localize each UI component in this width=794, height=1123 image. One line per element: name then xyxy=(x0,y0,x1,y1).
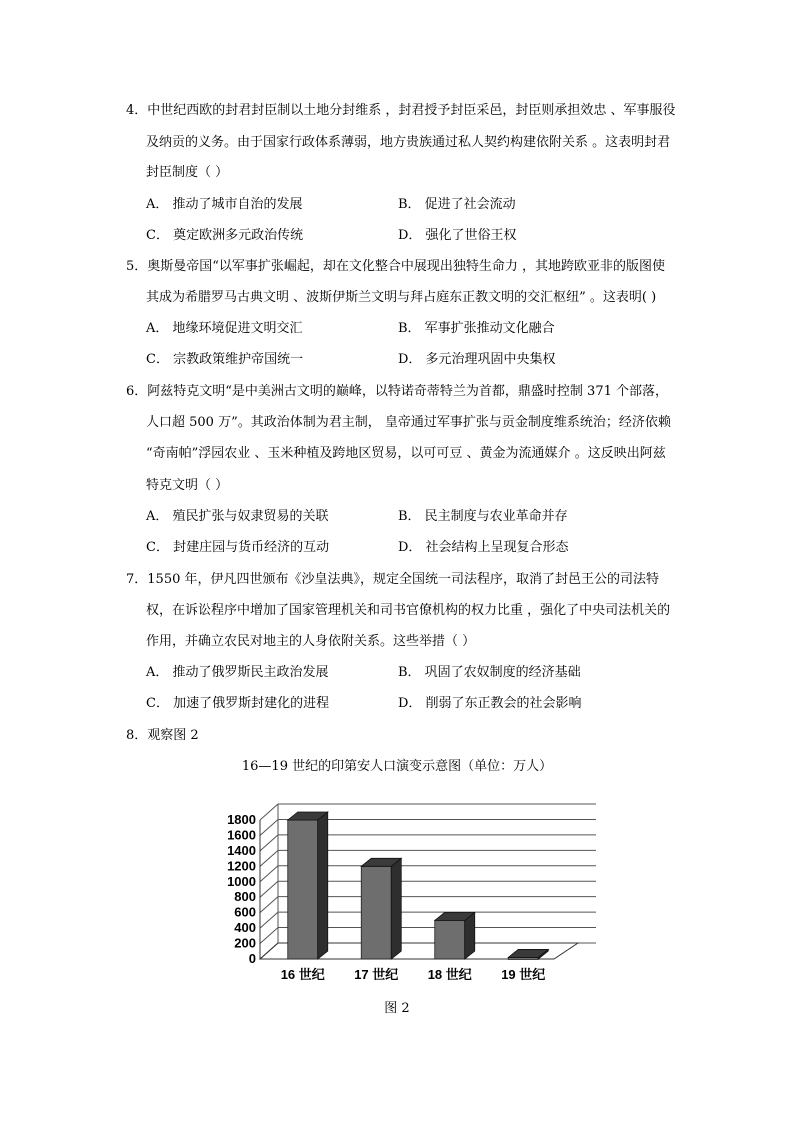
q6-option-d[interactable]: D． 社会结构上呈现复合形态 xyxy=(398,540,569,555)
q5-option-c[interactable]: C． 宗教政策维护帝国统一 xyxy=(146,352,304,367)
grid-diagonal xyxy=(260,866,278,882)
y-tick-label: 0 xyxy=(248,951,256,966)
grid-diagonal xyxy=(260,881,278,897)
y-tick-label: 200 xyxy=(234,935,256,951)
q4-option-c[interactable]: C． 奠定欧洲多元政治传统 xyxy=(146,228,304,243)
y-tick-label: 1600 xyxy=(227,827,256,843)
q6-option-c[interactable]: C． 封建庄园与货币经济的互动 xyxy=(146,540,330,555)
q5-option-b[interactable]: B． 军事扩张推动文化融合 xyxy=(398,321,555,336)
grid-diagonal xyxy=(260,850,278,866)
bar xyxy=(435,920,465,959)
q4-option-b[interactable]: B． 促进了社会流动 xyxy=(398,197,516,212)
q6-line-4: 特克文明（ ） xyxy=(146,478,229,493)
x-tick-label: 17 世纪 xyxy=(354,967,399,982)
q6-option-a[interactable]: A． 殖民扩张与奴隶贸易的关联 xyxy=(146,509,329,524)
q6-line-3: “奇南帕”浮园农业 、玉米种植及跨地区贸易，以可可豆 、黄金为流通媒介 。这反映出阿兹 xyxy=(146,446,666,461)
chart-bars xyxy=(288,812,549,959)
q5-line-1: 5．奥斯曼帝国“以军事扩张崛起，却在文化整合中展现出独特生命力 ，其地跨欧亚非的版图使 xyxy=(126,259,666,274)
q7-option-d[interactable]: D． 削弱了东正教会的社会影响 xyxy=(398,696,582,711)
y-tick-label: 400 xyxy=(234,920,256,936)
q6-line-2: 人口超 500 万”。其政治体制为君主制， 皇帝通过军事扩张与贡金制度维系统治；经济依赖 xyxy=(146,415,671,430)
q6-option-b[interactable]: B． 民主制度与农业革命并存 xyxy=(398,509,568,524)
q7-line-2: 权，在诉讼程序中增加了国家管理机关和司书官僚机构的权力比重 ，强化了中央司法机关的 xyxy=(146,603,671,618)
q7-line-1: 7．1550 年，伊凡四世颁布《沙皇法典》，规定全国统一司法程序，取消了封邑王公的司法特 xyxy=(126,572,659,587)
population-bar-chart xyxy=(0,780,794,1000)
q4-line-3: 封臣制度（ ） xyxy=(146,165,229,180)
q7-option-c[interactable]: C． 加速了俄罗斯封建化的进程 xyxy=(146,696,330,711)
q7-option-b[interactable]: B． 巩固了农奴制度的经济基础 xyxy=(398,665,581,680)
x-tick-label: 18 世纪 xyxy=(427,967,472,982)
q5-line-2: 其成为希腊罗马古典文明 、波斯伊斯兰文明与拜占庭东正教文明的交汇枢纽” 。这表明( ) xyxy=(146,290,657,305)
bar xyxy=(288,820,318,959)
grid-diagonal xyxy=(260,928,278,944)
y-tick-label: 1400 xyxy=(227,842,256,858)
q4-line-1: 4．中世纪西欧的封君封臣制以土地分封维系 ，封君授予封臣采邑，封臣则承担效忠 、军事服役 xyxy=(126,103,676,118)
q4-option-a[interactable]: A． 推动了城市自治的发展 xyxy=(146,197,303,212)
q4-option-d[interactable]: D． 强化了世俗王权 xyxy=(398,228,517,243)
q5-option-d[interactable]: D． 多元治理巩固中央集权 xyxy=(398,352,556,367)
q6-line-1: 6．阿兹特克文明“是中美洲古文明的巅峰，以特诺奇蒂特兰为首都，鼎盛时控制 371 个部落， xyxy=(126,384,668,399)
q7-option-a[interactable]: A． 推动了俄罗斯民主政治发展 xyxy=(146,665,329,680)
grid-diagonal xyxy=(260,897,278,913)
q8-stem: 8．观察图 2 xyxy=(126,728,199,743)
y-tick-label: 1200 xyxy=(227,858,256,874)
chart-title: 16—19 世纪的印第安人口演变示意图（单位：万人） xyxy=(241,759,553,774)
q7-line-3: 作用，并确立农民对地主的人身依附关系。这些举措（ ） xyxy=(146,634,476,649)
y-tick-label: 1800 xyxy=(227,812,256,827)
grid-diagonal xyxy=(260,912,278,928)
grid-diagonal xyxy=(260,819,278,835)
figure-caption: 图 2 xyxy=(384,1001,410,1016)
grid-diagonal xyxy=(260,835,278,851)
y-tick-label: 600 xyxy=(234,904,256,920)
q4-line-2: 及纳贡的义务。由于国家行政体系薄弱，地方贵族通过私人契约构建依附关系 。这表明封君 xyxy=(146,135,671,150)
y-tick-label: 1000 xyxy=(227,873,256,889)
y-tick-label: 800 xyxy=(234,889,256,905)
grid-diagonal xyxy=(260,804,278,820)
q5-option-a[interactable]: A． 地缘环境促进文明交汇 xyxy=(146,321,303,336)
bar-side xyxy=(391,858,401,959)
bar xyxy=(361,866,391,959)
x-tick-label: 16 世纪 xyxy=(280,967,325,982)
bar-side xyxy=(318,812,328,959)
x-tick-label: 19 世纪 xyxy=(501,967,546,982)
